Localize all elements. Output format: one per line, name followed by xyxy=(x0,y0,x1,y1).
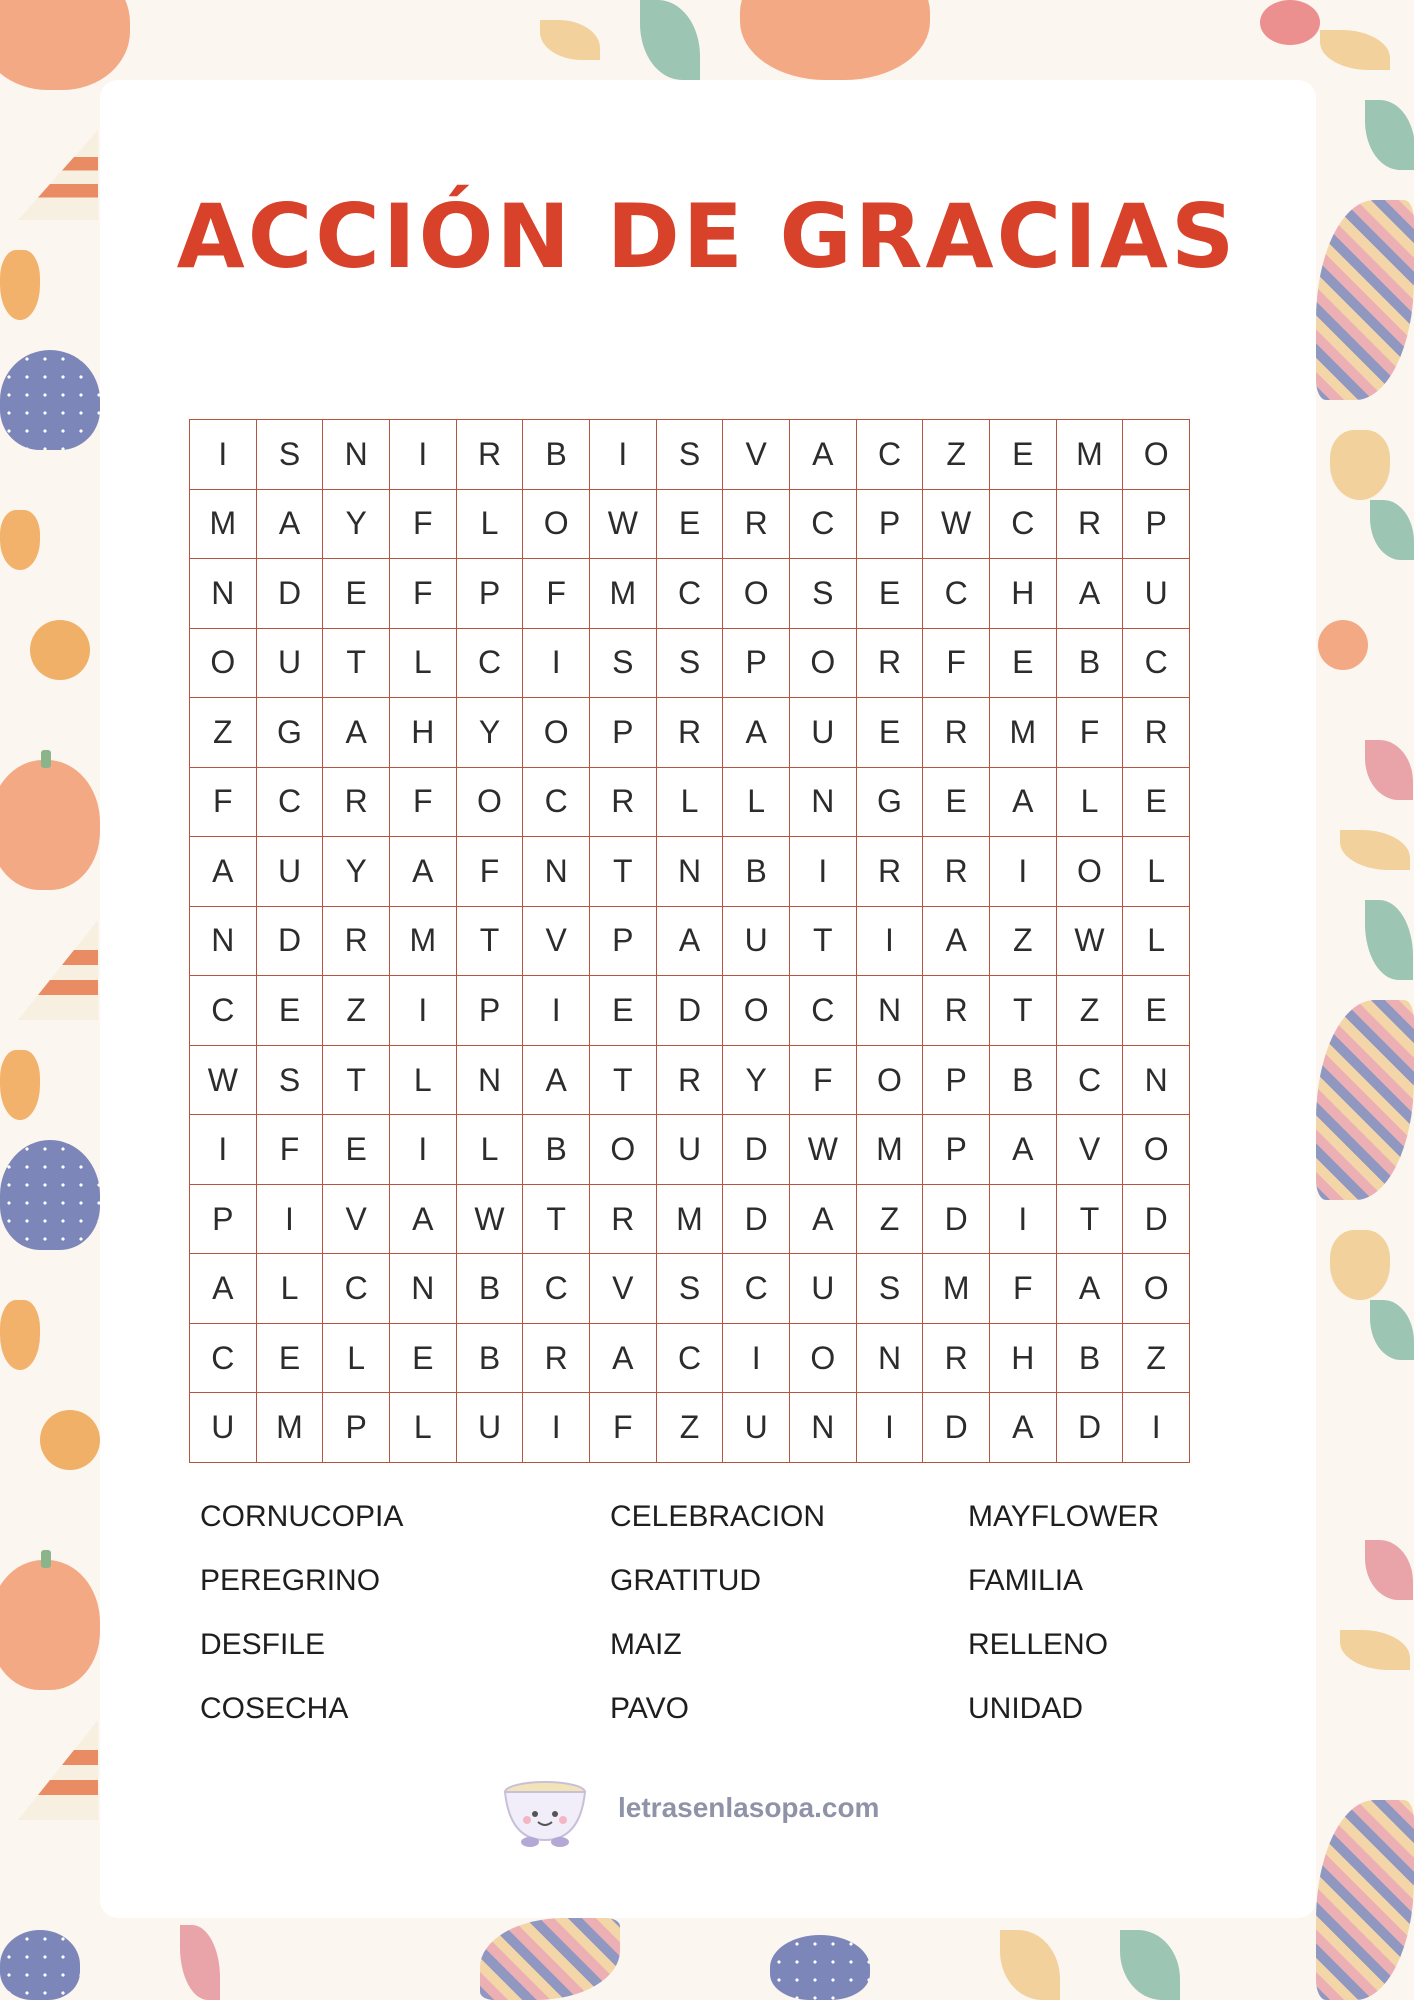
grid-cell: H xyxy=(990,1324,1057,1394)
page-title: ACCIÓN DE GRACIAS xyxy=(176,185,1238,288)
grid-cell: L xyxy=(390,629,457,699)
grid-cell: P xyxy=(923,1046,990,1116)
grid-cell: Z xyxy=(1057,976,1124,1046)
grid-cell: T xyxy=(590,1046,657,1116)
grid-cell: I xyxy=(390,976,457,1046)
grid-cell: D xyxy=(657,976,724,1046)
grid-cell: N xyxy=(790,1393,857,1463)
grid-cell: W xyxy=(923,490,990,560)
apple-icon xyxy=(1260,0,1320,45)
grid-cell: A xyxy=(990,1393,1057,1463)
grid-cell: C xyxy=(790,490,857,560)
grid-cell: D xyxy=(923,1185,990,1255)
grid-cell: E xyxy=(257,1324,324,1394)
grid-cell: I xyxy=(190,420,257,490)
grid-cell: O xyxy=(1057,837,1124,907)
grid-cell: I xyxy=(523,629,590,699)
word-list-item: MAIZ xyxy=(610,1628,682,1661)
grid-cell: F xyxy=(923,629,990,699)
grid-cell: P xyxy=(190,1185,257,1255)
grid-cell: R xyxy=(590,1185,657,1255)
grid-cell: U xyxy=(457,1393,524,1463)
grid-cell: R xyxy=(857,629,924,699)
grid-cell: C xyxy=(657,1324,724,1394)
turkey-feather-icon xyxy=(1316,1000,1414,1200)
grid-cell: G xyxy=(257,698,324,768)
grid-cell: M xyxy=(257,1393,324,1463)
grid-cell: W xyxy=(590,490,657,560)
grid-cell: N xyxy=(523,837,590,907)
pear-icon xyxy=(1330,430,1390,500)
word-search-grid xyxy=(189,419,1190,1463)
grid-cell: F xyxy=(1057,698,1124,768)
grid-cell: R xyxy=(323,907,390,977)
grid-cell: A xyxy=(923,907,990,977)
grid-cell: O xyxy=(457,768,524,838)
grid-cell: M xyxy=(1057,420,1124,490)
grid-cell: N xyxy=(190,559,257,629)
grid-cell: L xyxy=(390,1393,457,1463)
grid-cell: H xyxy=(390,698,457,768)
grid-cell: N xyxy=(323,420,390,490)
word-list-item: UNIDAD xyxy=(968,1692,1084,1725)
grid-cell: S xyxy=(257,420,324,490)
grid-cell: F xyxy=(990,1254,1057,1324)
grid-cell: R xyxy=(590,768,657,838)
grid-cell: U xyxy=(190,1393,257,1463)
grid-cell: H xyxy=(990,559,1057,629)
pumpkin-icon xyxy=(0,760,100,890)
grid-cell: V xyxy=(523,907,590,977)
grid-cell: Z xyxy=(923,420,990,490)
grid-cell: V xyxy=(723,420,790,490)
grid-cell: C xyxy=(990,490,1057,560)
grid-cell: L xyxy=(457,490,524,560)
grid-cell: I xyxy=(857,907,924,977)
grid-cell: A xyxy=(990,768,1057,838)
leaf-icon xyxy=(1340,1630,1410,1670)
grid-cell: A xyxy=(390,1185,457,1255)
grid-cell: I xyxy=(523,1393,590,1463)
grid-cell: A xyxy=(1057,559,1124,629)
grid-cell: V xyxy=(323,1185,390,1255)
grid-cell: A xyxy=(390,837,457,907)
grid-cell: C xyxy=(657,559,724,629)
grid-cell: A xyxy=(257,490,324,560)
grid-cell: U xyxy=(790,698,857,768)
teapot-icon xyxy=(770,1935,870,2000)
grid-cell: B xyxy=(457,1324,524,1394)
grid-cell: C xyxy=(857,420,924,490)
grid-cell: D xyxy=(923,1393,990,1463)
grid-cell: R xyxy=(857,837,924,907)
apple-icon xyxy=(1318,620,1368,670)
grid-cell: Y xyxy=(323,837,390,907)
grid-cell: C xyxy=(323,1254,390,1324)
word-list xyxy=(200,1500,1200,1760)
grid-cell: Y xyxy=(323,490,390,560)
grid-cell: A xyxy=(790,1185,857,1255)
word-list-item: PAVO xyxy=(610,1692,689,1725)
pear-icon xyxy=(1330,1230,1390,1300)
grid-cell: D xyxy=(723,1185,790,1255)
grid-cell: V xyxy=(1057,1115,1124,1185)
grid-cell: O xyxy=(190,629,257,699)
grid-cell: Z xyxy=(1123,1324,1190,1394)
grid-cell: L xyxy=(1123,837,1190,907)
grid-cell: M xyxy=(590,559,657,629)
word-list-item: CORNUCOPIA xyxy=(200,1500,404,1533)
grid-cell: O xyxy=(790,1324,857,1394)
grid-cell: B xyxy=(990,1046,1057,1116)
bowl-mascot-icon xyxy=(500,1778,590,1848)
grid-cell: T xyxy=(590,837,657,907)
grid-cell: B xyxy=(723,837,790,907)
grid-cell: P xyxy=(723,629,790,699)
grid-cell: U xyxy=(1123,559,1190,629)
grid-cell: D xyxy=(1057,1393,1124,1463)
grid-cell: Z xyxy=(857,1185,924,1255)
grid-cell: C xyxy=(523,1254,590,1324)
grid-cell: W xyxy=(457,1185,524,1255)
grid-cell: N xyxy=(657,837,724,907)
word-list-item: MAYFLOWER xyxy=(968,1500,1160,1533)
grid-cell: O xyxy=(590,1115,657,1185)
grid-cell: B xyxy=(523,420,590,490)
grid-cell: N xyxy=(1123,1046,1190,1116)
grid-cell: R xyxy=(723,490,790,560)
grid-cell: D xyxy=(723,1115,790,1185)
grid-cell: A xyxy=(990,1115,1057,1185)
grid-cell: E xyxy=(990,420,1057,490)
grid-cell: S xyxy=(790,559,857,629)
grid-cell: F xyxy=(257,1115,324,1185)
grid-cell: N xyxy=(790,768,857,838)
grid-cell: F xyxy=(390,768,457,838)
grid-cell: A xyxy=(590,1324,657,1394)
grid-cell: I xyxy=(723,1324,790,1394)
site-name: letrasenlasopa.com xyxy=(618,1792,880,1823)
leaf-icon xyxy=(1120,1930,1180,2000)
grid-cell: U xyxy=(257,629,324,699)
grid-cell: R xyxy=(323,768,390,838)
grid-cell: R xyxy=(923,698,990,768)
grid-cell: Z xyxy=(323,976,390,1046)
word-list-item: COSECHA xyxy=(200,1692,349,1725)
grid-cell: E xyxy=(923,768,990,838)
grid-cell: L xyxy=(1123,907,1190,977)
word-list-item: PEREGRINO xyxy=(200,1564,381,1597)
grid-cell: I xyxy=(1123,1393,1190,1463)
leaf-icon xyxy=(1370,500,1414,560)
grid-cell: M xyxy=(923,1254,990,1324)
grid-cell: N xyxy=(190,907,257,977)
grid-cell: E xyxy=(257,976,324,1046)
leaf-icon xyxy=(1365,900,1413,980)
grid-cell: Y xyxy=(457,698,524,768)
grid-cell: C xyxy=(723,1254,790,1324)
grid-cell: P xyxy=(323,1393,390,1463)
grid-cell: Z xyxy=(190,698,257,768)
grid-cell: P xyxy=(457,559,524,629)
grid-cell: E xyxy=(857,698,924,768)
grid-cell: E xyxy=(857,559,924,629)
grid-cell: P xyxy=(1123,490,1190,560)
teapot-icon xyxy=(0,350,100,450)
grid-cell: I xyxy=(990,837,1057,907)
grid-cell: F xyxy=(523,559,590,629)
grid-cell: E xyxy=(1123,768,1190,838)
grid-cell: C xyxy=(1123,629,1190,699)
grid-cell: P xyxy=(457,976,524,1046)
leaf-icon xyxy=(1370,1300,1414,1360)
grid-cell: A xyxy=(190,1254,257,1324)
grid-cell: E xyxy=(323,559,390,629)
grid-cell: F xyxy=(390,559,457,629)
pumpkin-icon xyxy=(0,0,130,90)
grid-cell: M xyxy=(657,1185,724,1255)
grid-cell: C xyxy=(923,559,990,629)
grid-cell: F xyxy=(790,1046,857,1116)
grid-cell: P xyxy=(590,698,657,768)
grid-cell: S xyxy=(657,420,724,490)
grid-cell: R xyxy=(923,976,990,1046)
grid-cell: C xyxy=(257,768,324,838)
grid-cell: R xyxy=(657,1046,724,1116)
grid-cell: N xyxy=(857,1324,924,1394)
grid-cell: O xyxy=(857,1046,924,1116)
grid-cell: M xyxy=(990,698,1057,768)
grid-cell: Y xyxy=(723,1046,790,1116)
mushroom-icon xyxy=(0,1300,40,1370)
grid-cell: R xyxy=(923,837,990,907)
grid-cell: F xyxy=(190,768,257,838)
cake-slice-icon xyxy=(18,920,98,1020)
teapot-icon xyxy=(0,1930,80,2000)
grid-cell: O xyxy=(723,976,790,1046)
grid-cell: R xyxy=(457,420,524,490)
grid-cell: U xyxy=(657,1115,724,1185)
pumpkin-icon xyxy=(0,1560,100,1690)
grid-cell: P xyxy=(857,490,924,560)
grid-cell: N xyxy=(457,1046,524,1116)
grid-cell: O xyxy=(790,629,857,699)
grid-cell: F xyxy=(590,1393,657,1463)
grid-cell: L xyxy=(323,1324,390,1394)
teapot-icon xyxy=(0,1140,100,1250)
grid-cell: A xyxy=(1057,1254,1124,1324)
grid-cell: W xyxy=(790,1115,857,1185)
grid-cell: M xyxy=(857,1115,924,1185)
grid-cell: I xyxy=(190,1115,257,1185)
grid-cell: C xyxy=(1057,1046,1124,1116)
grid-cell: E xyxy=(1123,976,1190,1046)
word-list-item: DESFILE xyxy=(200,1628,326,1661)
grid-cell: U xyxy=(723,1393,790,1463)
grid-cell: T xyxy=(457,907,524,977)
grid-cell: E xyxy=(390,1324,457,1394)
grid-cell: R xyxy=(657,698,724,768)
grid-cell: E xyxy=(990,629,1057,699)
grid-cell: L xyxy=(390,1046,457,1116)
grid-cell: L xyxy=(257,1254,324,1324)
leaf-icon xyxy=(1340,830,1410,870)
grid-cell: W xyxy=(190,1046,257,1116)
grid-cell: D xyxy=(257,907,324,977)
leaf-icon xyxy=(1365,100,1414,170)
leaf-icon xyxy=(540,20,600,60)
grid-cell: T xyxy=(323,1046,390,1116)
mushroom-icon xyxy=(0,510,40,570)
grid-cell: C xyxy=(190,976,257,1046)
flower-icon xyxy=(1365,740,1413,800)
grid-cell: T xyxy=(1057,1185,1124,1255)
grid-cell: O xyxy=(1123,420,1190,490)
grid-cell: E xyxy=(657,490,724,560)
grid-cell: R xyxy=(1057,490,1124,560)
grid-cell: B xyxy=(523,1115,590,1185)
grid-cell: O xyxy=(1123,1254,1190,1324)
grid-cell: O xyxy=(1123,1115,1190,1185)
grid-cell: V xyxy=(590,1254,657,1324)
grid-cell: U xyxy=(257,837,324,907)
grid-cell: L xyxy=(657,768,724,838)
grid-cell: I xyxy=(857,1393,924,1463)
grid-cell: S xyxy=(657,1254,724,1324)
flower-icon xyxy=(1365,1540,1413,1600)
grid-cell: U xyxy=(790,1254,857,1324)
grid-cell: Z xyxy=(657,1393,724,1463)
grid-cell: T xyxy=(523,1185,590,1255)
grid-cell: L xyxy=(1057,768,1124,838)
grid-cell: P xyxy=(923,1115,990,1185)
grid-cell: G xyxy=(857,768,924,838)
grid-cell: E xyxy=(590,976,657,1046)
word-list-item: CELEBRACION xyxy=(610,1500,826,1533)
grid-cell: O xyxy=(523,490,590,560)
grid-cell: T xyxy=(790,907,857,977)
grid-cell: A xyxy=(190,837,257,907)
grid-cell: P xyxy=(590,907,657,977)
grid-cell: T xyxy=(323,629,390,699)
grid-cell: I xyxy=(790,837,857,907)
grid-cell: A xyxy=(323,698,390,768)
turkey-feather-icon xyxy=(480,1918,620,2000)
grid-cell: I xyxy=(257,1185,324,1255)
word-list-item: RELLENO xyxy=(968,1628,1109,1661)
grid-cell: L xyxy=(457,1115,524,1185)
grid-cell: N xyxy=(390,1254,457,1324)
grid-cell: Z xyxy=(990,907,1057,977)
pumpkin-icon xyxy=(740,0,930,80)
grid-cell: M xyxy=(190,490,257,560)
footer xyxy=(500,1778,940,1848)
grid-cell: S xyxy=(857,1254,924,1324)
grid-cell: O xyxy=(723,559,790,629)
grid-cell: R xyxy=(523,1324,590,1394)
grid-cell: D xyxy=(257,559,324,629)
croissant-icon xyxy=(0,1050,40,1120)
grid-cell: B xyxy=(1057,629,1124,699)
grid-cell: C xyxy=(523,768,590,838)
grid-cell: I xyxy=(390,420,457,490)
word-list-item: FAMILIA xyxy=(968,1564,1084,1597)
grid-cell: I xyxy=(523,976,590,1046)
grid-cell: B xyxy=(1057,1324,1124,1394)
grid-cell: R xyxy=(923,1324,990,1394)
grid-cell: S xyxy=(657,629,724,699)
grid-cell: F xyxy=(457,837,524,907)
word-list-item: GRATITUD xyxy=(610,1564,762,1597)
grid-cell: C xyxy=(790,976,857,1046)
leaf-icon xyxy=(1000,1930,1060,2000)
grid-cell: U xyxy=(723,907,790,977)
leaf-icon xyxy=(640,0,700,80)
grid-cell: S xyxy=(590,629,657,699)
grid-cell: W xyxy=(1057,907,1124,977)
berry-branch-icon xyxy=(30,620,90,680)
grid-cell: A xyxy=(790,420,857,490)
turkey-feather-icon xyxy=(1316,1800,1414,2000)
grid-cell: I xyxy=(390,1115,457,1185)
grid-cell: M xyxy=(390,907,457,977)
grid-cell: I xyxy=(990,1185,1057,1255)
berry-branch-icon xyxy=(40,1410,100,1470)
grid-cell: O xyxy=(523,698,590,768)
grid-cell: E xyxy=(323,1115,390,1185)
grid-cell: T xyxy=(990,976,1057,1046)
grid-cell: A xyxy=(723,698,790,768)
grid-cell: R xyxy=(1123,698,1190,768)
grid-cell: C xyxy=(457,629,524,699)
grid-cell: C xyxy=(190,1324,257,1394)
grid-cell: I xyxy=(590,420,657,490)
grid-cell: F xyxy=(390,490,457,560)
leaf-icon xyxy=(180,1925,220,2000)
grid-cell: L xyxy=(723,768,790,838)
grid-cell: A xyxy=(523,1046,590,1116)
grid-cell: S xyxy=(257,1046,324,1116)
grid-cell: N xyxy=(857,976,924,1046)
grid-cell: A xyxy=(657,907,724,977)
leaf-icon xyxy=(1320,30,1390,70)
cake-slice-icon xyxy=(18,1720,98,1820)
grid-cell: B xyxy=(457,1254,524,1324)
grid-cell: D xyxy=(1123,1185,1190,1255)
